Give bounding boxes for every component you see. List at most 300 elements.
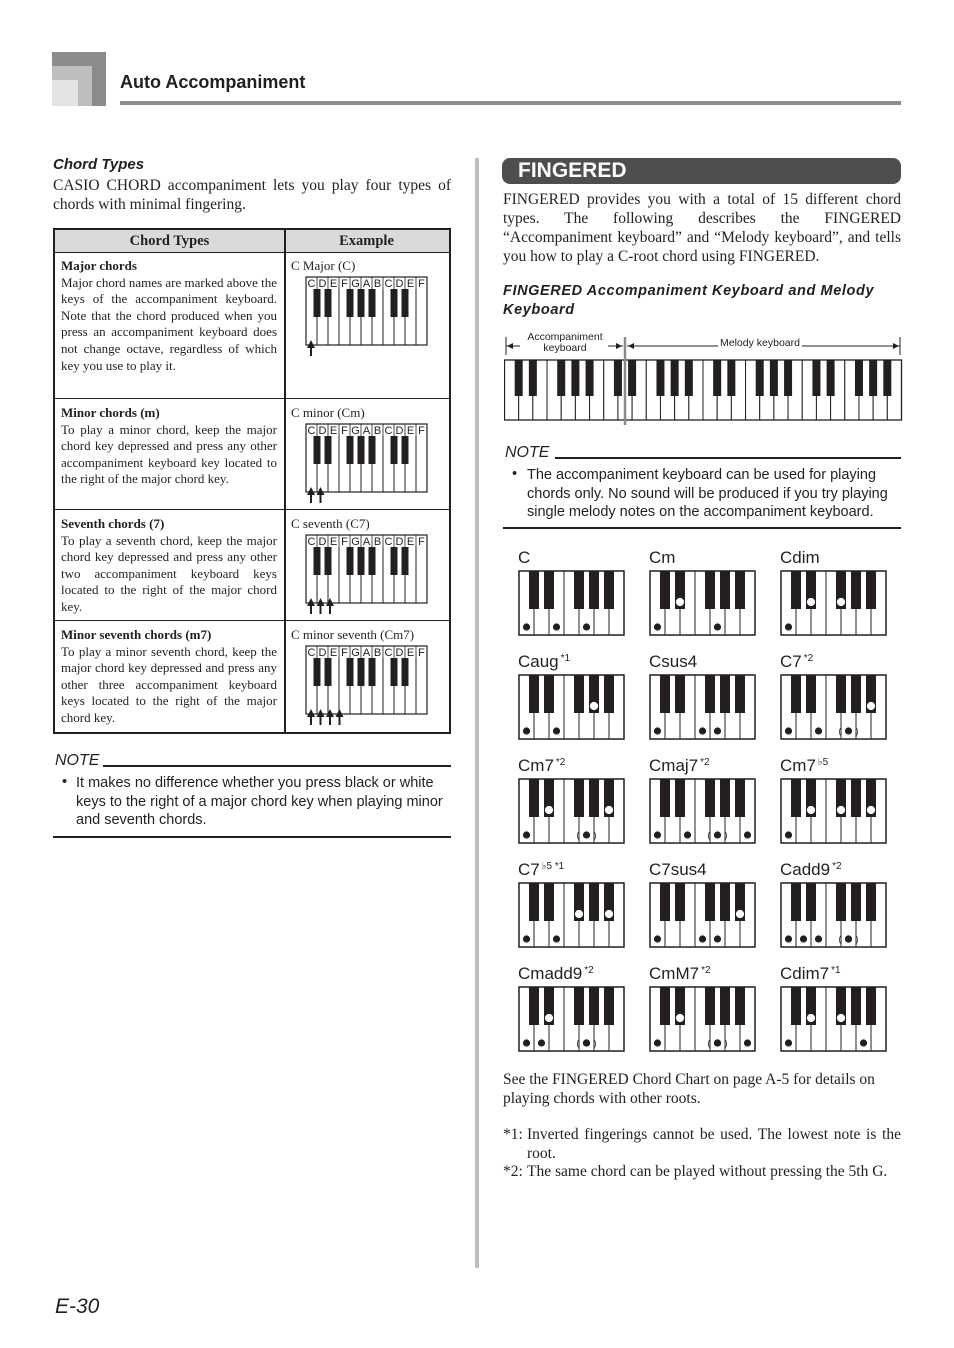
chord-diagram: [649, 674, 757, 742]
chord-name-superscript: *2: [700, 757, 710, 768]
chord-diagram: [649, 882, 757, 950]
header-tab-light: [52, 80, 78, 106]
key-letter: D: [395, 425, 404, 437]
press-arrow-stem: [320, 716, 322, 725]
chord-type-body: Major chord names are marked above the keys of the accompaniment keyboard. Note that the chord produced when you press an accompaniment keyboard does not change octave, regardless of which key you use to play it.: [61, 274, 277, 373]
optional-paren: (: [838, 934, 842, 944]
black-key: [855, 360, 863, 396]
key-letter: E: [329, 425, 338, 437]
chord-type-body: To play a minor seventh chord, keep the major chord key depressed and press any other three accompaniment keyboard keys located to the right of the major chord key.: [61, 643, 277, 725]
pressed-key-dot: [736, 910, 743, 917]
black-key: [571, 360, 579, 396]
black-key: [812, 360, 820, 396]
black-key: [614, 360, 622, 396]
pressed-key-dot: [676, 1014, 683, 1021]
chord-name-superscript: ♭5 *1: [541, 861, 565, 872]
bracket-arrow: [616, 343, 622, 349]
chord-name-text: Cmaj7: [649, 756, 699, 775]
pressed-key-dot: [553, 935, 560, 942]
black-key: [806, 675, 816, 713]
mini-keyboard: [305, 645, 429, 727]
note-bullet: •: [512, 466, 518, 482]
chord-name: [518, 548, 530, 568]
key-letter: F: [341, 425, 348, 437]
key-letter: C: [384, 278, 393, 290]
black-key: [851, 987, 861, 1025]
table-header: [55, 230, 449, 253]
black-key: [851, 675, 861, 713]
press-arrow-stem: [320, 494, 322, 503]
black-key: [784, 360, 792, 396]
pressed-key-dot: [714, 623, 721, 630]
chord-types-table: [53, 228, 451, 734]
column-divider: [475, 158, 479, 1268]
chord-diagram: [780, 986, 888, 1054]
black-key: [589, 571, 599, 609]
pressed-key-dot: [837, 598, 844, 605]
black-key: [656, 360, 664, 396]
optional-paren: ): [855, 726, 859, 736]
chord-diagram: [518, 674, 626, 742]
chord-name-text: Csus4: [649, 652, 698, 671]
chord-name-text: C7: [780, 652, 802, 671]
pressed-key-dot: [785, 935, 792, 942]
black-key: [735, 571, 745, 609]
black-key: [544, 883, 554, 921]
black-key: [713, 360, 721, 396]
key-letter: B: [373, 536, 382, 548]
key-letter: D: [395, 536, 404, 548]
pressed-key-dot: [605, 910, 612, 917]
pressed-key-dot: [538, 1039, 545, 1046]
note-rule-bottom: [53, 836, 451, 838]
chord-example-label: C Major (C): [291, 258, 356, 273]
chord-name-text: C7sus4: [649, 860, 707, 879]
black-key: [720, 571, 730, 609]
header-rule: [120, 101, 901, 105]
pressed-key-dot: [583, 623, 590, 630]
bracket-arrow: [507, 343, 513, 349]
key-letter: E: [406, 536, 415, 548]
pressed-key-dot: [714, 935, 721, 942]
chord-diagram: [780, 570, 888, 638]
black-key: [791, 883, 801, 921]
key-letter: B: [373, 278, 382, 290]
chord-name: [780, 756, 828, 776]
chord-name: [780, 652, 813, 672]
chord-diagram: [780, 674, 888, 742]
chord-name: [518, 652, 570, 672]
pressed-key-dot: [684, 831, 691, 838]
chord-name-superscript: *2: [832, 861, 842, 872]
black-key: [869, 360, 877, 396]
key-letter: F: [418, 536, 425, 548]
optional-key-dot: [583, 831, 590, 838]
pressed-key-dot: [860, 1039, 867, 1046]
black-key: [720, 779, 730, 817]
chord-name-text: Cm7: [780, 756, 816, 775]
chord-type-description: [61, 627, 277, 727]
optional-key-dot: [845, 727, 852, 734]
black-key: [705, 675, 715, 713]
note-label: NOTE: [55, 752, 100, 769]
black-key: [770, 360, 778, 396]
black-key: [851, 883, 861, 921]
black-key: [705, 883, 715, 921]
pressed-key-dot: [815, 727, 822, 734]
chord-name: [518, 860, 564, 880]
optional-paren: (: [576, 830, 580, 840]
optional-paren: (: [707, 830, 711, 840]
optional-key-dot: [714, 1039, 721, 1046]
section-title: Auto Accompaniment: [120, 72, 306, 92]
key-letter: D: [318, 536, 327, 548]
chord-name-text: Cm7: [518, 756, 554, 775]
table-row: [55, 509, 449, 621]
key-letter: A: [362, 278, 371, 290]
black-key: [529, 675, 539, 713]
fingered-intro: FINGERED provides you with a total of 15 different chord types. The following describes the FINGERED “Accompaniment keyboard” and “Melody keyboard”, and tells you how to play a C-root chord using FINGERED.: [503, 191, 901, 265]
optional-paren: (: [707, 1038, 711, 1048]
chord-name-text: Cadd9: [780, 860, 831, 879]
mini-keyboard: [305, 534, 429, 616]
pressed-key-dot: [553, 623, 560, 630]
black-key: [529, 779, 539, 817]
fingered-subheading: FINGERED Accompaniment Keyboard and Melody Keyboard: [503, 283, 875, 318]
black-key: [791, 987, 801, 1025]
pressed-key-dot: [523, 727, 530, 734]
black-key: [791, 571, 801, 609]
chord-name: [649, 756, 710, 776]
press-arrow-stem: [310, 494, 312, 503]
key-letter: C: [307, 425, 316, 437]
press-arrow-stem: [329, 716, 331, 725]
key-letter: F: [341, 536, 348, 548]
chord-diagram: [649, 986, 757, 1054]
pressed-key-dot: [523, 831, 530, 838]
key-letter: A: [362, 536, 371, 548]
chord-name-superscript: *2: [701, 965, 711, 976]
black-key: [574, 779, 584, 817]
chord-name: [649, 964, 711, 984]
chord-name-text: Cdim7: [780, 964, 830, 983]
chord-diagram: [780, 778, 888, 846]
table-column-divider: [284, 230, 286, 732]
black-key: [791, 779, 801, 817]
key-letter: D: [318, 278, 327, 290]
chord-type-title: Major chords: [61, 258, 137, 273]
pressed-key-dot: [523, 623, 530, 630]
pressed-key-dot: [807, 1014, 814, 1021]
footnote-marker: *2:: [503, 1163, 523, 1180]
pressed-key-dot: [744, 831, 751, 838]
melody-keyboard-label: Melody keyboard: [720, 337, 800, 349]
chord-example-label: C seventh (C7): [291, 516, 370, 531]
note-text: The accompaniment keyboard can be used for playing chords only. No sound will be produced if you try playing single melody notes on the accompaniment keyboard.: [527, 467, 888, 520]
key-letter: B: [373, 647, 382, 659]
chord-diagram: [780, 882, 888, 950]
black-key: [735, 675, 745, 713]
black-key: [586, 360, 594, 396]
pressed-key-dot: [590, 702, 597, 709]
pressed-key-dot: [605, 806, 612, 813]
key-letter: B: [373, 425, 382, 437]
black-key: [660, 571, 670, 609]
black-key: [589, 883, 599, 921]
note-text: It makes no difference whether you press black or white keys to the right of a major chord key when playing minor and seventh chords.: [76, 775, 443, 828]
black-key: [529, 883, 539, 921]
optional-paren: (: [576, 1038, 580, 1048]
key-letter: C: [307, 278, 316, 290]
note-bullet: •: [62, 774, 68, 790]
black-key: [866, 883, 876, 921]
key-letter: C: [307, 536, 316, 548]
chord-diagram: [518, 986, 626, 1054]
chord-name-superscript: ♭5: [817, 757, 829, 768]
press-arrow-stem: [339, 716, 341, 725]
black-key: [529, 987, 539, 1025]
black-key: [589, 779, 599, 817]
chord-name-superscript: *2: [803, 653, 814, 664]
press-arrow-stem: [310, 605, 312, 614]
chord-name-text: C: [518, 548, 531, 567]
key-letter: E: [329, 278, 338, 290]
key-letter: C: [384, 647, 393, 659]
pressed-key-dot: [654, 727, 661, 734]
pressed-key-dot: [545, 806, 552, 813]
chord-type-description: [61, 258, 277, 374]
pressed-key-dot: [807, 598, 814, 605]
accompaniment-keyboard-label: Accompaniment keyboard: [527, 331, 603, 354]
pressed-key-dot: [867, 806, 874, 813]
key-letter: F: [418, 425, 425, 437]
key-letter: C: [384, 425, 393, 437]
key-letter: E: [406, 278, 415, 290]
optional-paren: ): [593, 830, 597, 840]
pressed-key-dot: [785, 727, 792, 734]
bracket-arrow: [893, 343, 899, 349]
chord-type-body: To play a seventh chord, keep the major chord key depressed and press any other two accompaniment keyboard keys located to the right of the major chord key.: [61, 532, 277, 614]
key-letter: A: [362, 425, 371, 437]
black-key: [720, 987, 730, 1025]
black-key: [685, 360, 693, 396]
page-number: E-30: [55, 1295, 100, 1318]
pressed-key-dot: [654, 1039, 661, 1046]
black-key: [675, 675, 685, 713]
chord-name-text: Cdim: [780, 548, 820, 567]
chord-name: [649, 652, 697, 672]
pressed-key-dot: [523, 935, 530, 942]
pressed-key-dot: [654, 935, 661, 942]
pressed-key-dot: [867, 702, 874, 709]
pressed-key-dot: [744, 1039, 751, 1046]
black-key: [791, 675, 801, 713]
chord-name: [518, 964, 594, 984]
chord-name: [649, 860, 707, 880]
black-key: [675, 779, 685, 817]
pressed-key-dot: [785, 831, 792, 838]
chord-type-description: [61, 405, 277, 488]
pressed-key-dot: [699, 935, 706, 942]
key-letter: E: [329, 647, 338, 659]
key-letter: E: [329, 536, 338, 548]
pressed-key-dot: [815, 935, 822, 942]
chord-type-title: Seventh chords (7): [61, 516, 165, 531]
key-letter: G: [351, 278, 360, 290]
chord-type-title: Minor seventh chords (m7): [61, 627, 212, 642]
black-key: [628, 360, 636, 396]
key-letter: G: [351, 536, 360, 548]
press-arrow-stem: [329, 605, 331, 614]
press-arrow-stem: [310, 716, 312, 725]
black-key: [529, 571, 539, 609]
chord-type-title: Minor chords (m): [61, 405, 160, 420]
pressed-key-dot: [523, 1039, 530, 1046]
black-key: [720, 675, 730, 713]
key-letter: F: [341, 647, 348, 659]
table-row: [55, 398, 449, 510]
chord-name-text: Cmadd9: [518, 964, 583, 983]
black-key: [836, 883, 846, 921]
chord-example-label: C minor (Cm): [291, 405, 365, 420]
black-key: [836, 675, 846, 713]
chord-diagram: [518, 882, 626, 950]
black-key: [727, 360, 735, 396]
key-letter: C: [384, 536, 393, 548]
note-rule: [555, 457, 901, 459]
key-letter: E: [406, 425, 415, 437]
chord-type-body: To play a minor chord, keep the major chord key depressed and press any other accompaniment keyboard key located to the right of the major chord key.: [61, 421, 277, 487]
black-key: [705, 987, 715, 1025]
chord-diagram: [649, 570, 757, 638]
key-letter: G: [351, 425, 360, 437]
table-row: [55, 252, 449, 398]
key-letter: E: [406, 647, 415, 659]
black-key: [705, 571, 715, 609]
chord-types-intro: CASIO CHORD accompaniment lets you play four types of chords with minimal fingering.: [53, 177, 451, 213]
chord-name-superscript: *1: [560, 653, 571, 664]
optional-key-dot: [714, 831, 721, 838]
mini-keyboard: [305, 423, 429, 505]
chord-name-superscript: *1: [831, 965, 841, 976]
black-key: [866, 571, 876, 609]
black-key: [735, 779, 745, 817]
black-key: [557, 360, 565, 396]
optional-paren: (: [838, 726, 842, 736]
black-key: [544, 571, 554, 609]
chord-diagram: [518, 570, 626, 638]
key-letter: D: [395, 278, 404, 290]
press-arrow-stem: [310, 347, 312, 356]
optional-paren: ): [855, 934, 859, 944]
black-key: [660, 883, 670, 921]
pressed-key-dot: [837, 1014, 844, 1021]
pressed-key-dot: [785, 1039, 792, 1046]
chord-name-text: C7: [518, 860, 540, 879]
key-letter: D: [318, 425, 327, 437]
chord-name: [780, 964, 841, 984]
black-key: [589, 987, 599, 1025]
pressed-key-dot: [545, 1014, 552, 1021]
table-row: [55, 620, 449, 733]
key-letter: F: [418, 278, 425, 290]
chord-example-label: C minor seventh (Cm7): [291, 627, 415, 642]
key-letter: C: [307, 647, 316, 659]
chord-name: [780, 548, 820, 568]
black-key: [604, 571, 614, 609]
table-header-example: Example: [339, 233, 394, 249]
pressed-key-dot: [714, 727, 721, 734]
black-key: [851, 571, 861, 609]
chord-diagram: [649, 778, 757, 846]
black-key: [660, 675, 670, 713]
key-letter: A: [362, 647, 371, 659]
black-key: [866, 987, 876, 1025]
optional-paren: ): [593, 1038, 597, 1048]
black-key: [604, 675, 614, 713]
optional-paren: ): [724, 1038, 728, 1048]
pressed-key-dot: [699, 727, 706, 734]
note-rule: [103, 765, 451, 767]
key-letter: F: [418, 647, 425, 659]
footnote-text: The same chord can be played without pressing the 5th G.: [527, 1163, 888, 1180]
black-key: [675, 883, 685, 921]
black-key: [515, 360, 523, 396]
footnote-text: Inverted fingerings cannot be used. The lowest note is the root.: [527, 1126, 901, 1162]
chord-name: [518, 756, 565, 776]
chord-types-heading: Chord Types: [53, 156, 145, 173]
optional-key-dot: [845, 935, 852, 942]
pressed-key-dot: [575, 910, 582, 917]
chord-name-text: Cm: [649, 548, 676, 567]
key-letter: D: [318, 647, 327, 659]
chord-name: [780, 860, 842, 880]
black-key: [827, 360, 835, 396]
black-key: [735, 987, 745, 1025]
press-arrow-stem: [320, 605, 322, 614]
pressed-key-dot: [676, 598, 683, 605]
key-letter: G: [351, 647, 360, 659]
footnote-marker: *1:: [503, 1126, 523, 1143]
chord-type-description: [61, 516, 277, 616]
fingered-title: FINGERED: [518, 159, 627, 182]
note-rule-bottom: [503, 527, 901, 529]
optional-paren: ): [724, 830, 728, 840]
black-key: [574, 675, 584, 713]
key-letter: D: [395, 647, 404, 659]
chord-name: [649, 548, 675, 568]
bracket-arrow: [628, 343, 634, 349]
pressed-key-dot: [785, 623, 792, 630]
black-key: [671, 360, 679, 396]
see-also-text: See the FINGERED Chord Chart on page A-5 for details on playing chords with other roots.: [503, 1071, 875, 1107]
black-key: [574, 987, 584, 1025]
black-key: [574, 571, 584, 609]
black-key: [604, 987, 614, 1025]
black-key: [705, 779, 715, 817]
note-label: NOTE: [505, 444, 550, 461]
table-header-chord-types: Chord Types: [129, 233, 210, 249]
pressed-key-dot: [837, 806, 844, 813]
chord-name-text: Caug: [518, 652, 559, 671]
black-key: [720, 883, 730, 921]
black-key: [544, 675, 554, 713]
pressed-key-dot: [807, 806, 814, 813]
pressed-key-dot: [553, 727, 560, 734]
chord-name-superscript: *2: [584, 965, 594, 976]
mini-keyboard: [305, 276, 429, 358]
pressed-key-dot: [654, 831, 661, 838]
